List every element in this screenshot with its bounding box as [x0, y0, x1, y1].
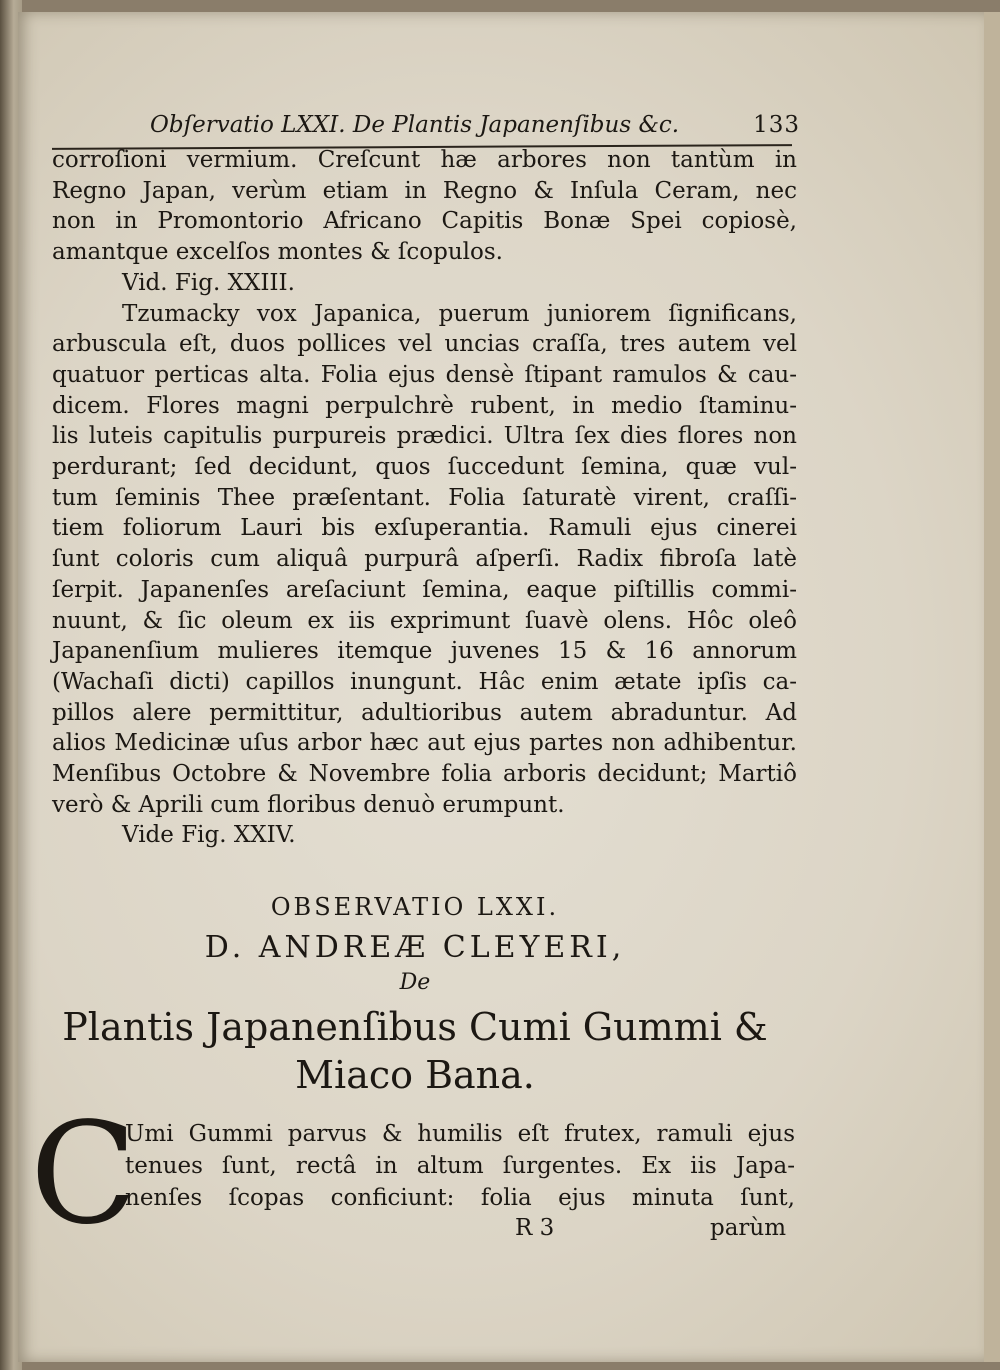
title-line-2: Miaco Bana.: [295, 1053, 535, 1097]
text-line: Vide Fig. XXIV.: [122, 822, 296, 849]
title-line-1: Plantis Japanenſibus Cumi Gummi &: [62, 1005, 768, 1049]
text-line: nuunt, & ſic oleum ex iis exprimunt ſuavè olens. Hôc oleô: [52, 607, 797, 634]
text-line: Vid. Fig. XXIII.: [122, 269, 295, 296]
text-line: (Wachaſi dicti) capillos inungunt. Hâc enim ætate ipſis ca-: [52, 668, 797, 695]
final-line: Umi Gummi parvus & humilis eſt frutex, ramuli ejus: [125, 1121, 795, 1147]
page-number: 133: [753, 112, 800, 138]
text-line: alios Medicinæ uſus arbor hæc aut ejus partes non adhibentur.: [52, 730, 797, 757]
text-line: Tzumacky vox Japanica, puerum juniorem ſignificans,: [122, 300, 797, 327]
signature-mark: R 3: [515, 1215, 555, 1241]
text-line: non in Promontorio Africano Capitis Bonæ Spei copiosè,: [52, 208, 797, 235]
text-line: ſunt coloris cum aliquâ purpurâ aſperſi. Radix fibroſa latè: [52, 546, 797, 573]
text-line: amantque excelſos montes & ſcopulos.: [52, 239, 503, 266]
final-line: nenſes ſcopas conficiunt: folia ejus minuta ſunt,: [125, 1185, 795, 1211]
text-line: quatuor perticas alta. Folia ejus densè ſtipant ramulos & cau-: [52, 361, 797, 388]
running-head-title: Obſervatio LXXI. De Plantis Japanenſibus &c.: [150, 112, 680, 138]
catchword: parùm: [710, 1215, 787, 1241]
text-line: Japanenſium mulieres itemque juvenes 15 & 16 annorum: [52, 638, 797, 665]
text-line: Regno Japan, verùm etiam in Regno & Inſula Ceram, nec: [52, 177, 797, 204]
text-line: Menſibus Octobre & Novembre folia arboris decidunt; Martiô: [52, 761, 797, 787]
author-heading: D. ANDREÆ CLEYERI,: [204, 930, 626, 965]
drop-cap: C: [30, 1093, 138, 1256]
observation-number: OBSERVATIO LXXI.: [270, 893, 560, 921]
text-line: lis luteis capitulis purpureis prædici. Ultra ſex dies flores non: [52, 423, 797, 450]
text-line: pillos alere permittitur, adultioribus autem abraduntur. Ad: [52, 699, 797, 726]
text-line: tiem foliorum Lauri bis exſuperantia. Ramuli ejus cinerei: [52, 515, 797, 542]
preposition: De: [399, 970, 431, 995]
text-line: perdurant; ſed decidunt, quos ſuccedunt ſemina, quæ vul-: [52, 454, 797, 480]
text-line: ſerpit. Japanenſes areſaciunt ſemina, eaque piſtillis commi-: [52, 576, 797, 603]
text-line: tum ſeminis Thee præſentant. Folia ſaturatè virent, craſſi-: [52, 484, 797, 511]
text-line: dicem. Flores magni perpulchrè rubent, in medio ſtaminu-: [52, 392, 797, 419]
text-line: corroſioni vermium. Creſcunt hæ arbores non tantùm in: [52, 147, 797, 173]
text-line: verò & Aprili cum floribus denuò erumpunt.: [52, 791, 565, 818]
running-head: [150, 112, 800, 138]
text-line: arbuscula eſt, duos pollices vel uncias craſſa, tres autem vel: [52, 331, 797, 358]
final-line: tenues ſunt, rectâ in altum ſurgentes. Ex iis Japa-: [125, 1153, 795, 1179]
book-binding: [0, 0, 14, 1370]
page-edge: [984, 12, 1000, 1362]
